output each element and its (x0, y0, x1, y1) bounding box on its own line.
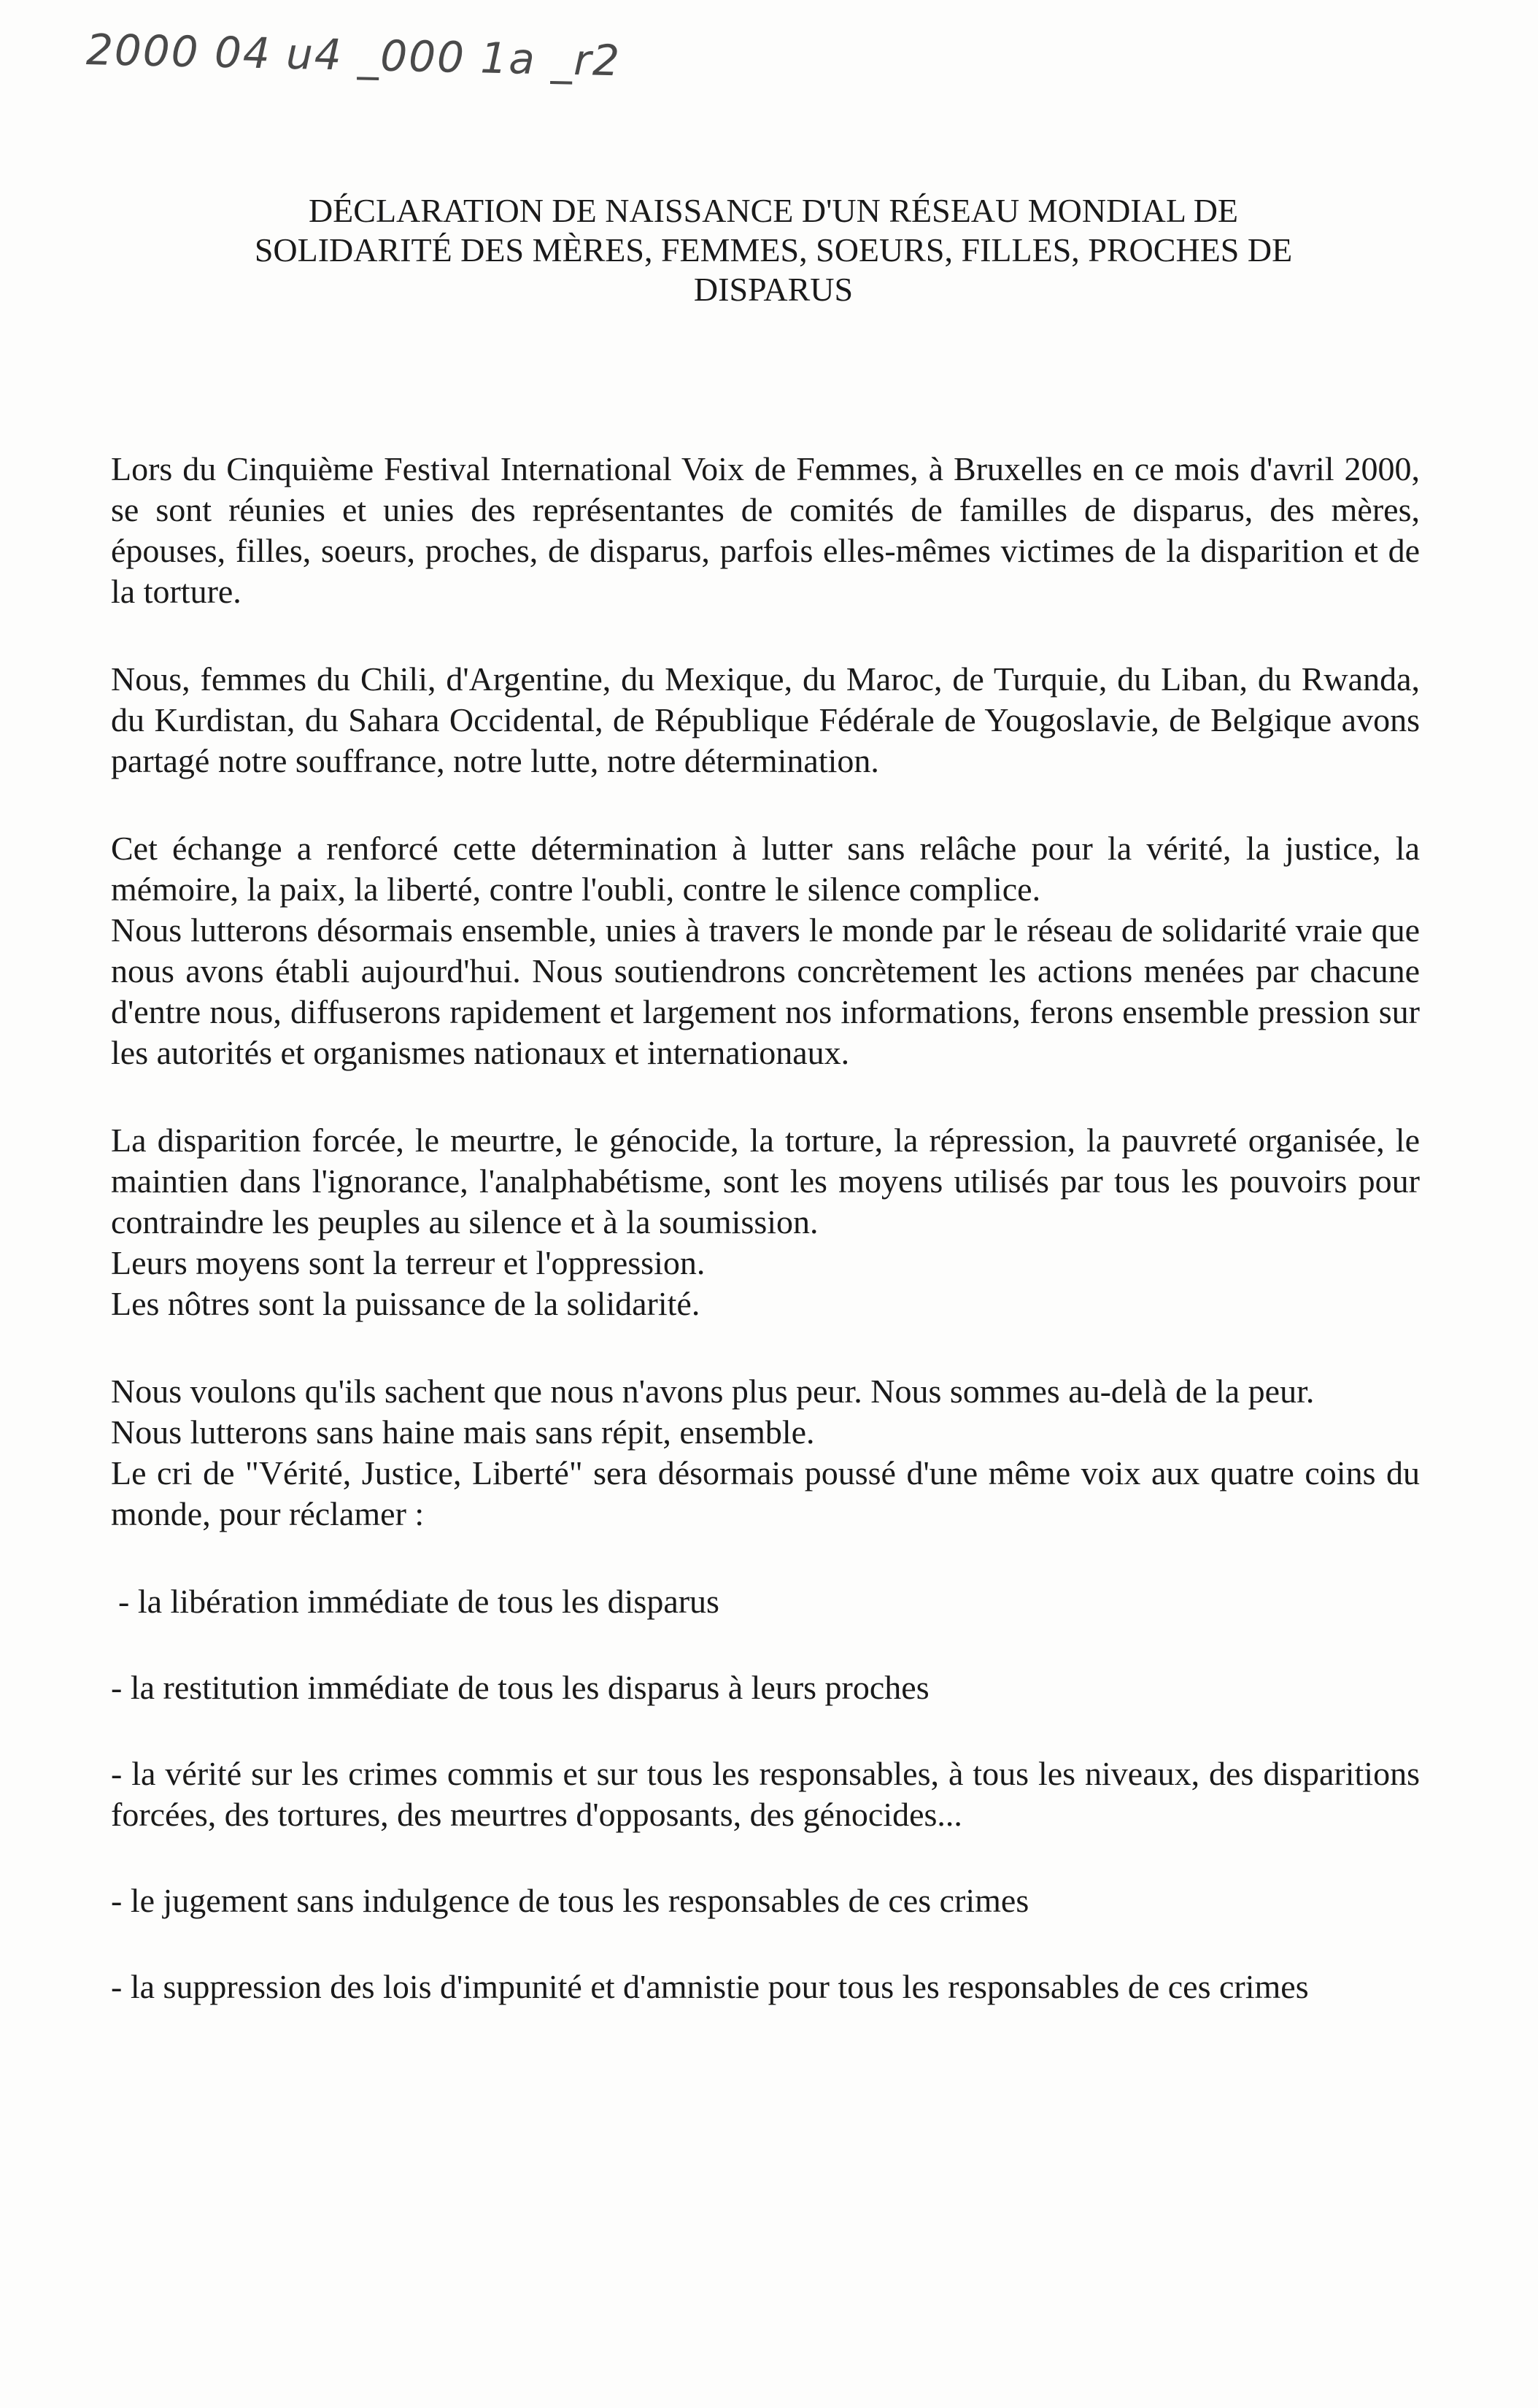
paragraph-our-means: Les nôtres sont la puissance de la solidarité. (111, 1285, 700, 1322)
paragraph-oppression: La disparition forcée, le meurtre, le génocide, la torture, la répression, la pauvreté organisée, le maintien dans l'ignorance, l'analphabétisme, sont les moyens utilisés par tous les pouvoirs pour contraindre les peuples au silence et à la soumission. (111, 1122, 1420, 1240)
paragraph-festival: Lors du Cinquième Festival International Voix de Femmes, à Bruxelles en ce mois d'avril 2000, se sont réunies et unies des représentantes de comités de familles de disparus, des mères, épouses, filles, soeurs, proches, de disparus, parfois elles-mêmes victimes de la disparition et de la torture. (111, 450, 1420, 610)
paragraph-cry: Le cri de "Vérité, Justice, Liberté" sera désormais poussé d'une même voix aux quatre coins du monde, pour réclamer : (111, 1454, 1420, 1532)
paragraph-their-means: Leurs moyens sont la terreur et l'oppression. (111, 1244, 706, 1281)
title-line-3: DISPARUS (693, 271, 854, 308)
paragraph-exchange: Cet échange a renforcé cette détermination à lutter sans relâche pour la vérité, la justice, la mémoire, la paix, la liberté, contre l'oubli, contre le silence complice. (111, 830, 1420, 908)
paragraph-network: Nous lutterons désormais ensemble, unies à travers le monde par le réseau de solidarité vraie que nous avons établi aujourd'hui. Nous soutiendrons concrètement les actions menées par chacune d'entre nous, diffuserons rapidement et largement nos informations, ferons ensemble pression sur les autorités et organismes nationaux et internationaux. (111, 911, 1420, 1071)
handwritten-reference-number: 2000 04 u4 _000 1a _r2 (85, 25, 622, 86)
document-title (146, 191, 1401, 309)
document-body (111, 449, 1420, 2053)
demand-item: - la libération immédiate de tous les disparus (118, 1583, 719, 1620)
paragraph-no-hatred: Nous lutterons sans haine mais sans répit, ensemble. (111, 1413, 815, 1451)
paragraph-countries: Nous, femmes du Chili, d'Argentine, du Mexique, du Maroc, de Turquie, du Liban, du Rwanda, du Kurdistan, du Sahara Occidental, de République Fédérale de Yougoslavie, de Belgique avons partagé notre souffrance, notre lutte, notre détermination. (111, 660, 1420, 779)
title-line-2: SOLIDARITÉ DES MÈRES, FEMMES, SOEURS, FILLES, PROCHES DE (254, 231, 1293, 269)
demand-item: - la suppression des lois d'impunité et d'amnistie pour tous les responsables de ces crimes (111, 1968, 1309, 2005)
demand-item: - la vérité sur les crimes commis et sur tous les responsables, à tous les niveaux, des disparitions forcées, des tortures, des meurtres d'opposants, des génocides... (111, 1755, 1420, 1833)
demand-item: - la restitution immédiate de tous les disparus à leurs proches (111, 1669, 930, 1706)
title-line-1: DÉCLARATION DE NAISSANCE D'UN RÉSEAU MONDIAL DE (308, 192, 1239, 229)
demand-item: - le jugement sans indulgence de tous les responsables de ces crimes (111, 1882, 1029, 1919)
paragraph-no-fear: Nous voulons qu'ils sachent que nous n'avons plus peur. Nous sommes au-delà de la peur. (111, 1373, 1315, 1410)
